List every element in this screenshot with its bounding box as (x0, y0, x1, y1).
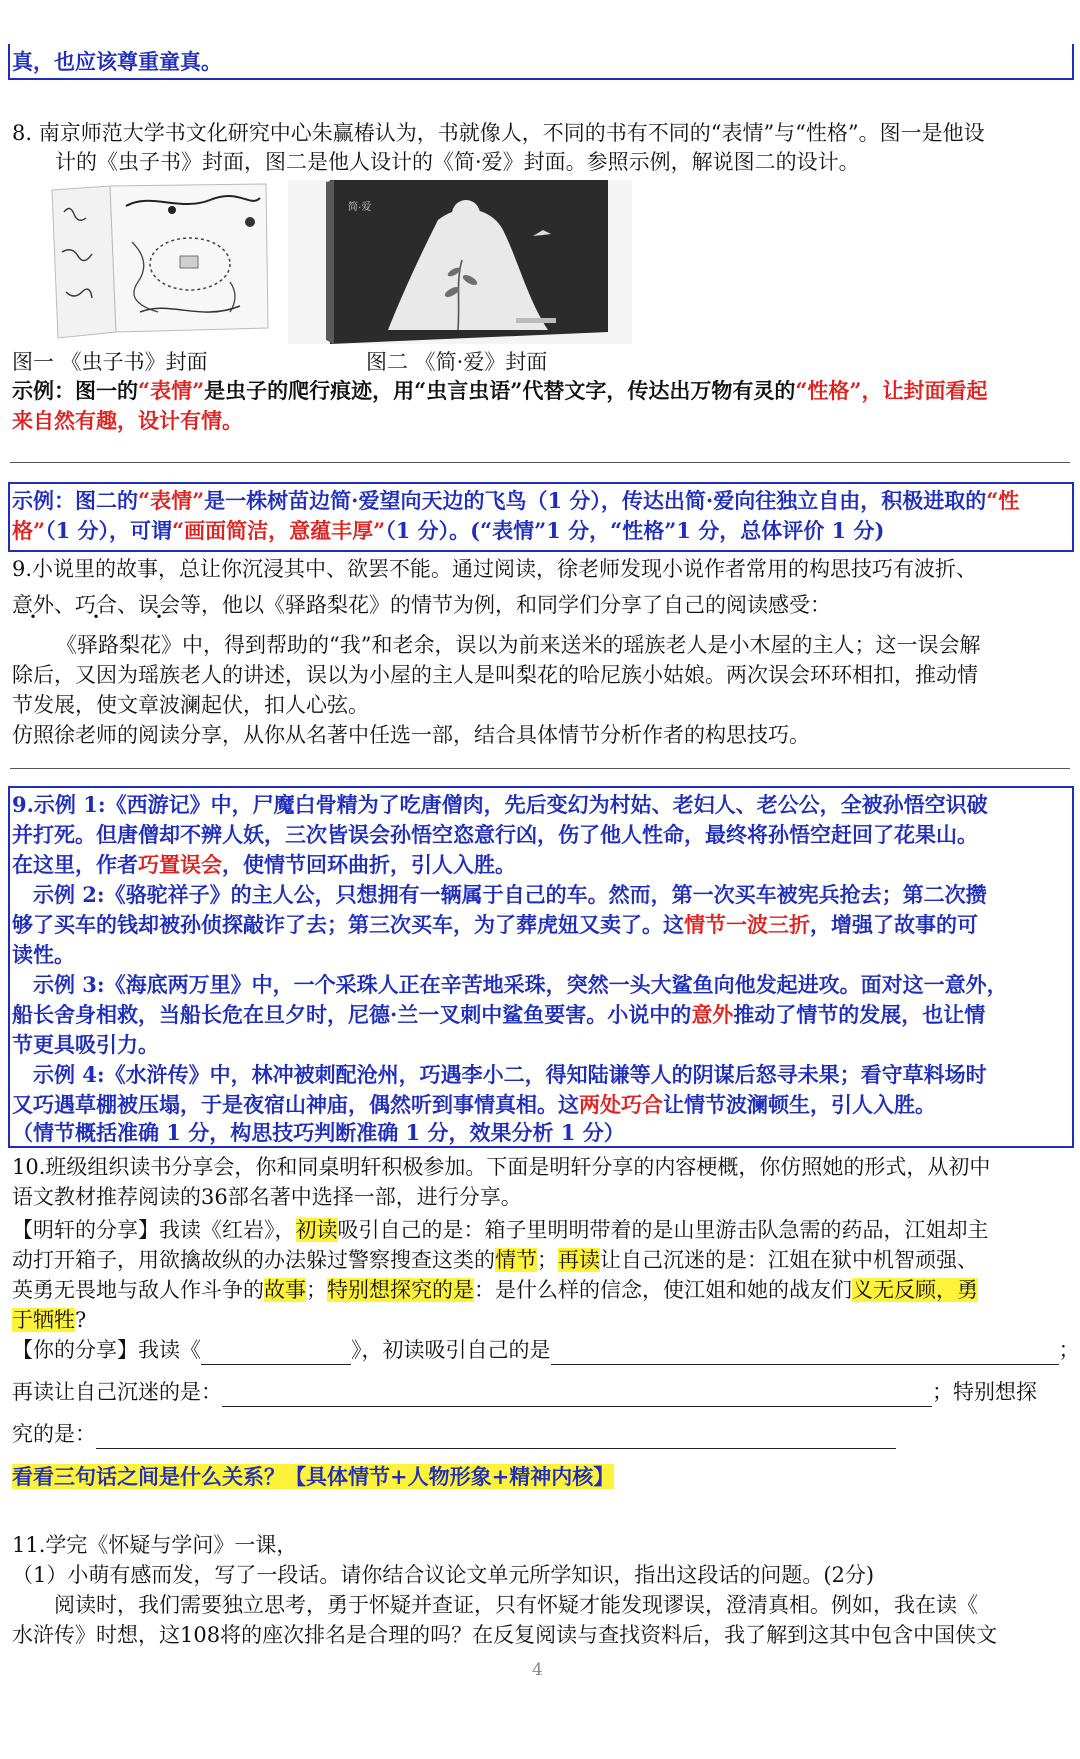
q9-answer-text-3c: ，使情节回环曲折，引人入胜。 (222, 852, 516, 877)
q10-line2: 语文教材推荐阅读的36部名著中选择一部，进行分享。 (12, 1185, 522, 1209)
cover2-title-text: 简·爱 (348, 202, 372, 213)
q10-text-4e: 让自己沉迷的是：江姐在狱中机智顽强、 (600, 1248, 978, 1272)
q10-text-3c: 吸引自己的是：箱子里明明带着的是山里游击队急需的药品，江姐却主 (337, 1218, 989, 1242)
q9-answer-line3 (12, 850, 516, 880)
book-title-blank[interactable] (201, 1342, 351, 1365)
q11-passage-line2: 水浒传》时想，这108将的座次排名是合理的吗？在反复阅读与查找资料后，我了解到这其中包含中国侠文 (12, 1623, 998, 1647)
top-answer-text: 真，也应该尊重童真。 (12, 49, 222, 74)
q11-line1: 11.学完《怀疑与学问》一课， (12, 1533, 298, 1557)
q8-example-text-e: ，让封面看起 (861, 378, 988, 403)
q8-answer-keyword-expression: “表情” (138, 488, 205, 513)
q11-line2: （1）小萌有感而发，写了一段话。请你结合议论文单元所学知识，指出这段话的问题。(2分) (12, 1563, 875, 1587)
q9-passage-line3: 节发展，使文章波澜起伏，扣人心弦。 (12, 693, 369, 717)
q9-answer-line9: 节更具吸引力。 (12, 1032, 159, 1057)
q9-answer-text-8c: 推动了情节的发展，也让情 (733, 1002, 986, 1027)
q8-example-keyword-character: “性格” (795, 378, 862, 403)
q9-answer-line11 (12, 1090, 936, 1120)
q8-example-line2: 来自然有趣，设计有情。 (12, 408, 243, 433)
q9-line2 (12, 590, 831, 620)
q10-fill-text-1a: 【你的分享】我读《 (12, 1338, 201, 1362)
q10-highlight-first-read: 初读 (295, 1218, 338, 1242)
q8-answer-keyword-evaluation: “画面简洁，意蕴丰厚” (172, 518, 386, 543)
q8-answer-text-f: （1 分），可谓 (45, 518, 173, 543)
figure2-caption: 图二 《简·爱》封面 (366, 350, 548, 374)
q9-answer-line10: 示例 4:《水浒传》中，林冲被刺配沧州，巧遇李小二，得知陆谦等人的阴谋后怒寻未果；看守草料场时 (33, 1062, 987, 1087)
q8-answer-text-h: （1 分）。(“表情”1 分，“性格”1 分，总体评价 1 分) (385, 518, 885, 543)
q9-answer-line8 (12, 1000, 985, 1030)
q10-text-3a: 【明轩的分享】我读《红岩》， (12, 1218, 296, 1242)
reread-blank[interactable] (222, 1384, 932, 1407)
q9-answer-text-8a: 船长舍身相救，当船长危在旦夕时，尼德·兰一叉刺中鲨鱼要害。小说中的 (12, 1002, 692, 1027)
q9-passage-line2: 除后，又因为瑶族老人的讲述，误以为小屋的主人是叫梨花的哈尼族小姑娘。两次误会环环相扣，推动情 (12, 663, 978, 687)
q10-line1: 10.班级组织读书分享会，你和同桌明轩积极参加。下面是明轩分享的内容梗概，你仿照她的形式，从初中 (12, 1155, 991, 1179)
q10-text-5c: ； (306, 1278, 327, 1302)
q9-line1: 9.小说里的故事，总让你沉浸其中、欲罢不能。通过阅读，徐老师发现小说作者常用的构思技巧有波折、 (12, 557, 978, 581)
q10-text-5e: ：是什么样的信念，使江姐和她的战友们 (474, 1278, 852, 1302)
q8-answer-line1 (12, 486, 1019, 516)
q8-example-keyword-expression: “表情” (138, 378, 205, 403)
q9-passage-line1: 《驿路梨花》中，得到帮助的“我”和老余，误以为前来送米的瑶族老人是小木屋的主人；这一误会解 (56, 633, 981, 657)
figure1-caption: 图一 《虫子书》封面 (12, 350, 208, 374)
q10-line4 (12, 1245, 978, 1275)
q8-example-text-c: 是虫子的爬行痕迹，用“虫言虫语”代替文字，传达出万物有灵的 (204, 378, 796, 403)
explore-blank[interactable] (96, 1426, 896, 1449)
q8-line1: 8. 南京师范大学书文化研究中心朱赢椿认为，书就像人，不同的书有不同的“表情”与“性格”。图一是他设 (12, 121, 985, 145)
q10-fill-line3 (12, 1419, 896, 1449)
q9-answer-keyword-coincidence: 两处巧合 (579, 1092, 663, 1117)
q9-answer-line4: 示例 2:《骆驼祥子》的主人公，只想拥有一辆属于自己的车。然而，第一次买车被宪兵抢去；第二次攒 (33, 882, 987, 907)
q10-text-5a: 英勇无畏地与敌人作斗争的 (12, 1278, 264, 1302)
page-number: 4 (532, 1660, 543, 1680)
q10-highlight-plot: 情节 (495, 1248, 537, 1272)
answer-line-q9 (10, 768, 1070, 769)
figure1-bug-book-cover (40, 182, 276, 340)
q10-line6 (12, 1305, 86, 1335)
q9-answer-scoring: （情节概括准确 1 分，构思技巧判断准确 1 分，效果分析 1 分） (12, 1120, 625, 1145)
q9-answer-line7: 示例 3:《海底两万里》中，一个采珠人正在辛苦地采珠，突然一头大鲨鱼向他发起进攻。面对这一意外， (33, 972, 1008, 997)
q9-keyword-coincidence: 巧合 (75, 593, 117, 617)
q8-example-line1 (12, 376, 988, 406)
q9-comma-1: 、 (54, 593, 75, 617)
q10-fill-text-3a: 究的是： (12, 1422, 96, 1446)
q10-line3 (12, 1215, 989, 1245)
q9-answer-text-11a: 又巧遇草棚被压塌，于是夜宿山神庙，偶然听到事情真相。这 (12, 1092, 579, 1117)
q10-line5 (12, 1275, 978, 1305)
q10-text-4a: 动打开箱子，用欲擒故纵的办法躲过警察搜查这类的 (12, 1248, 495, 1272)
q10-highlight-explore: 特别想探究的是 (327, 1278, 474, 1302)
q10-highlight-reread: 再读 (558, 1248, 600, 1272)
q10-fill-text-1b: 》，初读吸引自己的是 (351, 1338, 551, 1362)
q8-answer-keyword-character-2: 格” (12, 518, 46, 543)
q9-comma-2: 、 (117, 593, 138, 617)
q8-example-text-a: 示例：图一的 (12, 378, 138, 403)
q10-note-highlight: 看看三句话之间是什么关系？【具体情节+人物形象+精神内核】 (12, 1464, 615, 1489)
q9-answer-text-5a: 够了买车的钱却被孙侦探敲诈了去；第三次买车，为了葬虎妞又卖了。这 (12, 912, 684, 937)
q9-line2-rest: 等，他以《驿路梨花》的情节为例，和同学们分享了自己的阅读感受： (180, 593, 831, 617)
q8-answer-text-a: 示例：图二的 (12, 488, 138, 513)
q10-fill-text-2a: 再读让自己沉迷的是： (12, 1380, 222, 1404)
q10-fill-line1 (12, 1335, 1080, 1365)
q9-answer-keyword-twists: 情节一波三折 (684, 912, 810, 937)
q9-answer-keyword-misunderstanding: 巧置误会 (138, 852, 222, 877)
q9-answer-keyword-accident: 意外 (691, 1002, 734, 1027)
q9-keyword-accident: 意外 (12, 593, 54, 617)
figure2-jane-eyre-cover (288, 180, 632, 344)
q8-answer-text-c: 是一株树苗边简·爱望向天边的飞鸟（1 分），传达出简·爱向往独立自由，积极进取的 (204, 488, 987, 513)
q9-answer-text-3a: 在这里，作者 (12, 852, 138, 877)
q8-answer-keyword-character-1: “性 (986, 488, 1020, 513)
q10-fill-line2 (12, 1377, 1037, 1407)
q9-answer-text-5c: ，增强了故事的可 (810, 912, 978, 937)
q10-highlight-sacrifice-2: 于牺牲 (12, 1308, 75, 1332)
q9-answer-line5 (12, 910, 978, 940)
q9-answer-line6: 读性。 (12, 942, 75, 967)
q10-text-4c: ； (537, 1248, 558, 1272)
q10-highlight-story: 故事 (264, 1278, 306, 1302)
q10-highlight-sacrifice-1: 义无反顾，勇 (852, 1278, 978, 1302)
q9-answer-line1: 9.示例 1:《西游记》中，尸魔白骨精为了吃唐僧肉，先后变幻为村姑、老妇人、老公公，全被孙悟空识破 (12, 792, 988, 817)
q9-keyword-misunderstanding: 误会 (138, 593, 180, 617)
q10-note (12, 1462, 614, 1492)
q10-text-6b: ? (75, 1308, 87, 1332)
q10-fill-text-2b: ；特别想探 (932, 1380, 1037, 1404)
q9-instruction: 仿照徐老师的阅读分享，从你从名著中任选一部，结合具体情节分析作者的构思技巧。 (12, 723, 810, 747)
q11-passage-line1: 阅读时，我们需要独立思考，勇于怀疑并查证，只有怀疑才能发现谬误，澄清真相。例如，我在读《 (54, 1593, 978, 1617)
q9-answer-line2: 并打死。但唐僧却不辨人妖，三次皆误会孙悟空恣意行凶，伤了他人性命，最终将孙悟空赶回了花果山。 (12, 822, 978, 847)
answer-line-q8 (10, 462, 1070, 463)
q9-answer-text-11c: 让情节波澜顿生，引人入胜。 (663, 1092, 936, 1117)
q8-line2: 计的《虫子书》封面，图二是他人设计的《简·爱》封面。参照示例，解说图二的设计。 (55, 150, 860, 174)
q10-fill-text-1c: ； (1058, 1338, 1080, 1362)
q8-answer-line2 (12, 516, 884, 546)
first-read-blank[interactable] (551, 1342, 1059, 1365)
